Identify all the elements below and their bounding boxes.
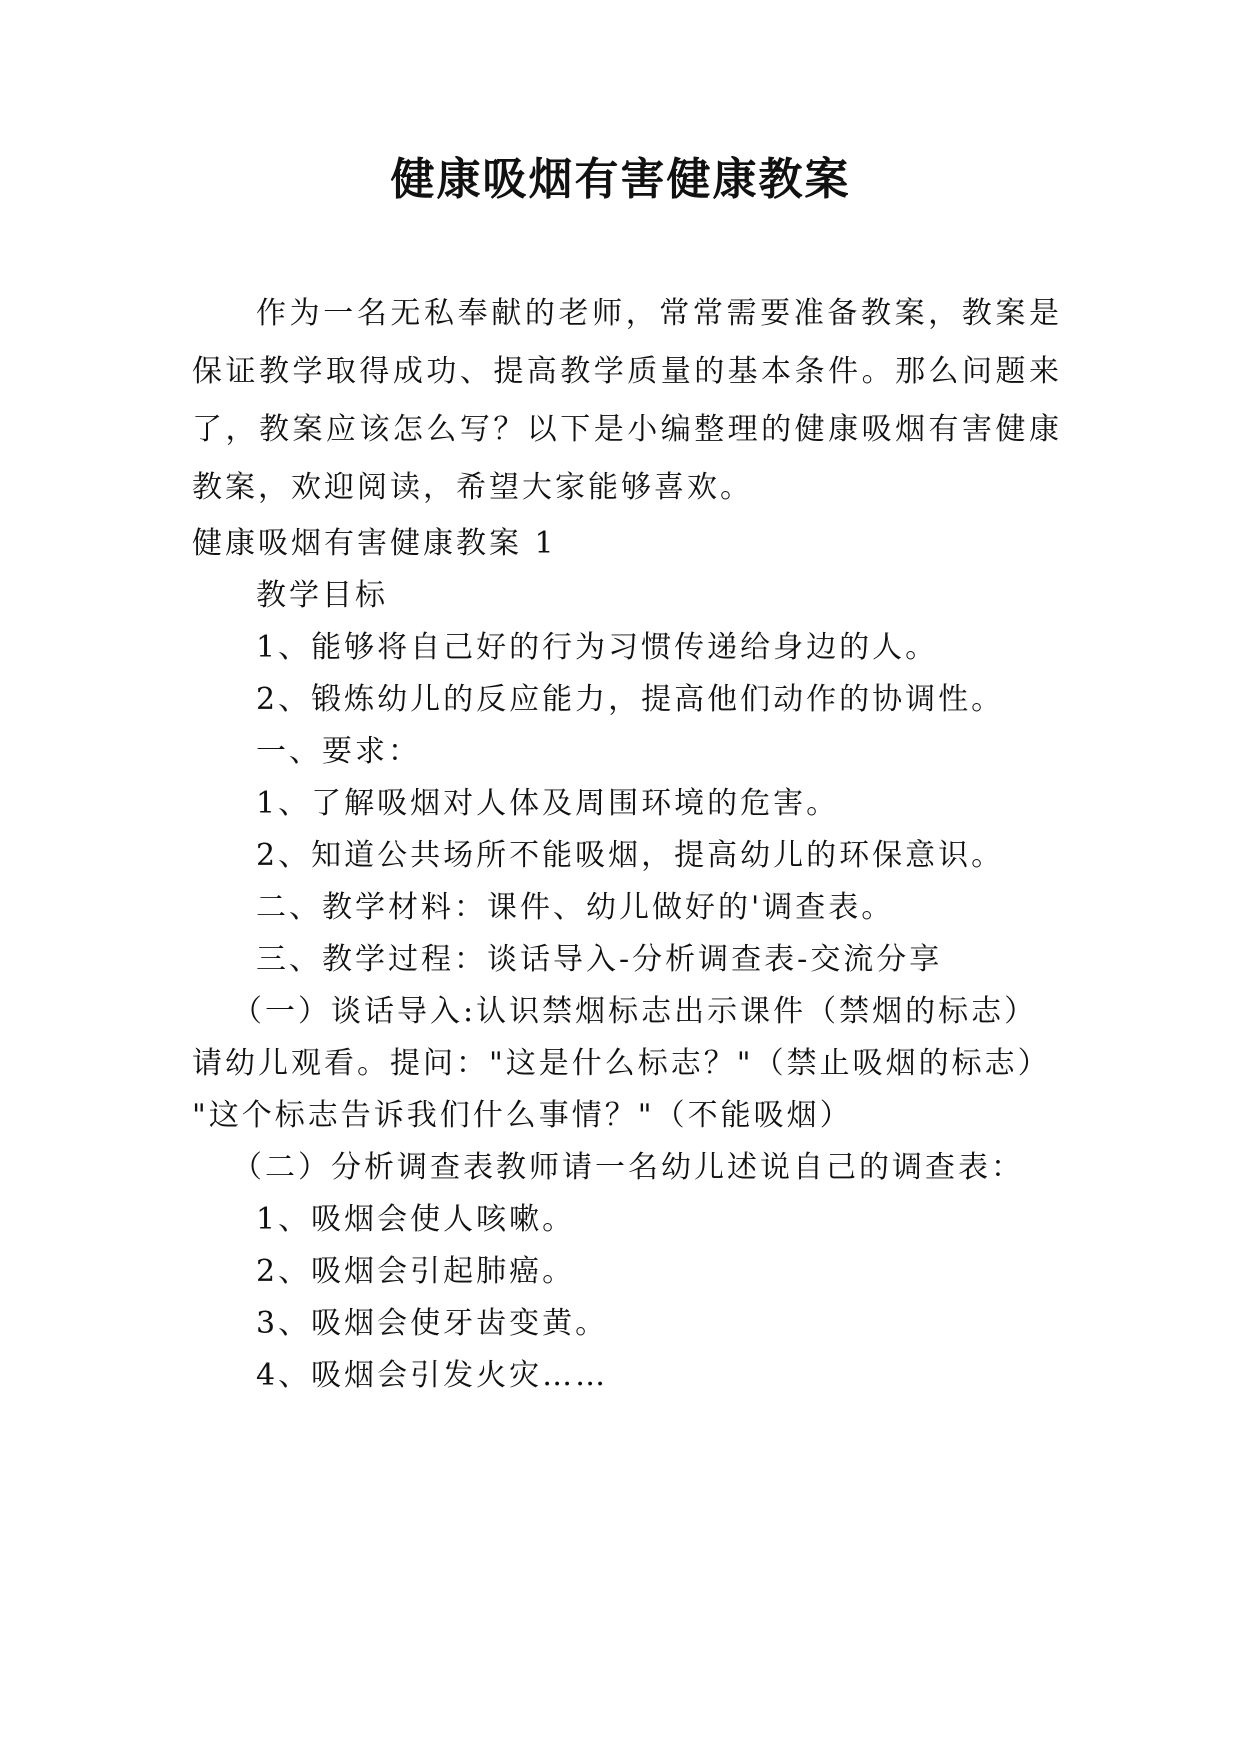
requirements-heading: 一、要求： [256, 734, 421, 769]
list-item: 2、吸烟会引起肺癌。 [256, 1254, 576, 1289]
process-line: 三、教学过程：谈话导入-分析调查表-交流分享 [256, 942, 943, 977]
talk-intro-line-2: 请幼儿观看。提问："这是什么标志？"（禁止吸烟的标志） [192, 1046, 1051, 1081]
objective-heading: 教学目标 [256, 578, 388, 613]
objective-item-1: 1、能够将自己好的行为习惯传递给身边的人。 [256, 630, 939, 665]
talk-intro-line-1: （一）谈话导入:认识禁烟标志出示课件（禁烟的标志） [232, 994, 1038, 1029]
requirement-item-2: 2、知道公共场所不能吸烟，提高幼儿的环保意识。 [256, 838, 1005, 873]
list-item: 1、吸烟会使人咳嗽。 [256, 1202, 576, 1237]
document-title: 健康吸烟有害健康教案 [390, 154, 851, 205]
intro-paragraph: 作为一名无私奉献的老师，常常需要准备教案，教案是保证教学取得成功、提高教学质量的基本条件。那么问题来了，教案应该怎么写？以下是小编整理的健康吸烟有害健康教案，欢迎阅读，希望大家能够喜欢。 [192, 296, 1062, 505]
survey-analysis-line: （二）分析调查表教师请一名幼儿述说自己的调查表： [232, 1150, 1024, 1185]
list-item: 4、吸烟会引发火灾…… [256, 1358, 609, 1393]
materials-line: 二、教学材料：课件、幼儿做好的'调查表。 [256, 890, 895, 925]
list-item: 3、吸烟会使牙齿变黄。 [256, 1306, 609, 1341]
objective-item-2: 2、锻炼幼儿的反应能力，提高他们动作的协调性。 [256, 682, 1005, 717]
requirement-item-1: 1、了解吸烟对人体及周围环境的危害。 [256, 786, 840, 821]
talk-intro-line-3: "这个标志告诉我们什么事情？"（不能吸烟） [192, 1098, 853, 1133]
section-heading: 健康吸烟有害健康教案 1 [192, 526, 557, 561]
